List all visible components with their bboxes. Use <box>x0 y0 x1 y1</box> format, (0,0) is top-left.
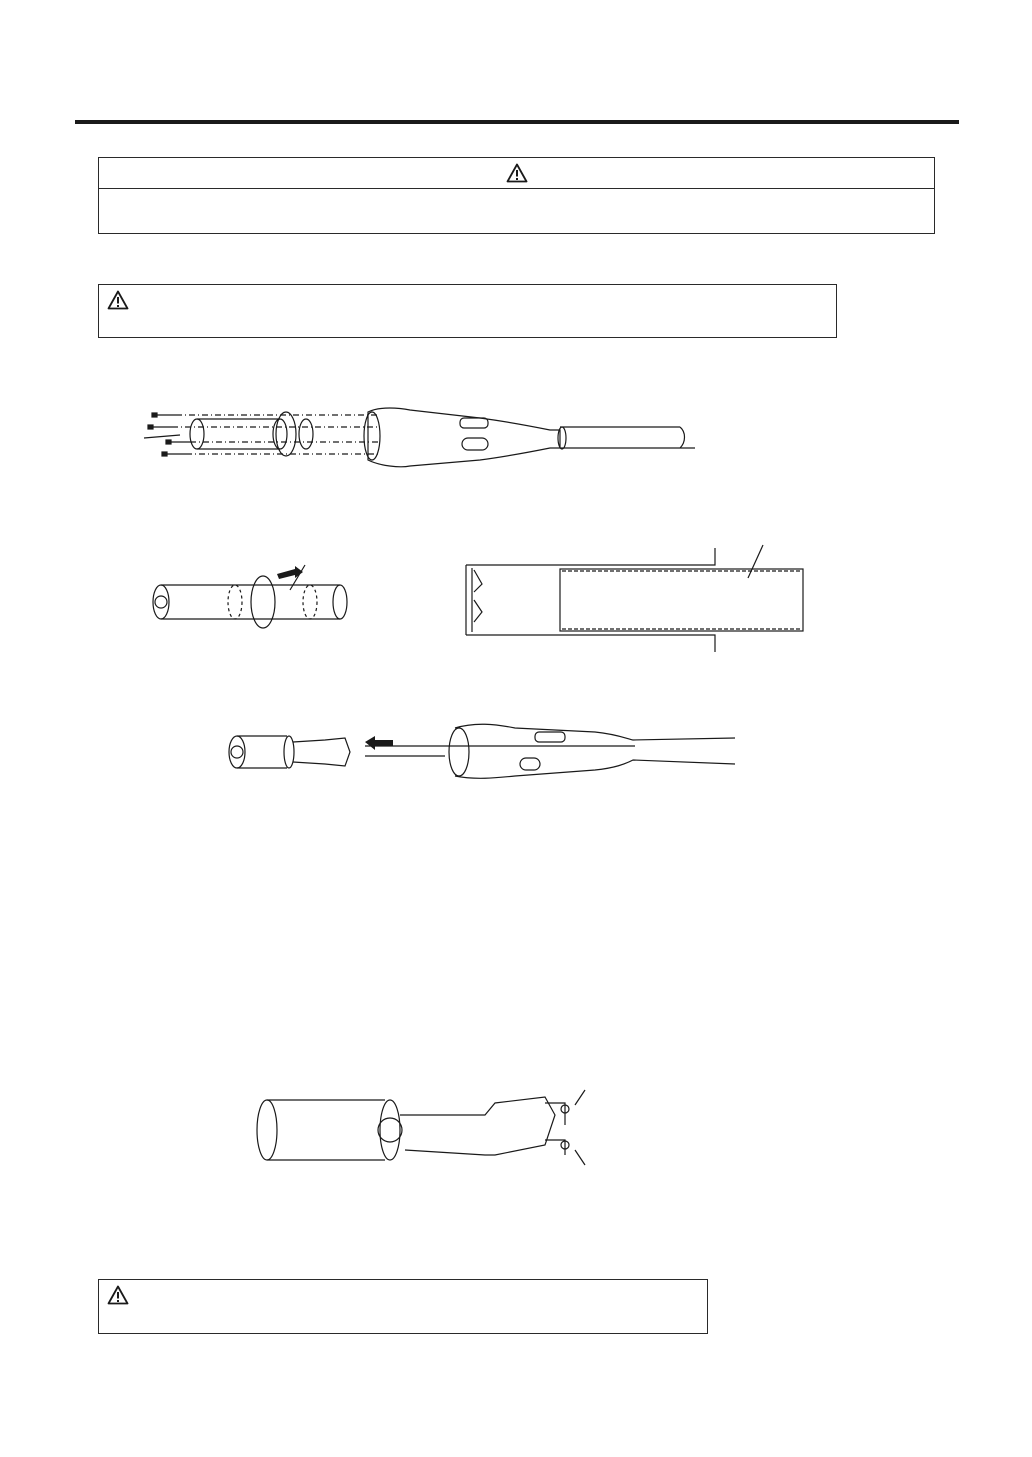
warning-box-header <box>99 158 934 189</box>
sleeve-slide-figure <box>145 560 350 635</box>
heater-terminal-closeup-figure <box>245 1085 590 1180</box>
pipe-cross-section-figure <box>460 540 810 660</box>
caution-box-1 <box>98 284 837 338</box>
caution-box-2 <box>98 1279 708 1334</box>
warning-triangle-icon <box>107 290 129 310</box>
warning-triangle-icon <box>107 1285 129 1305</box>
warning-box <box>98 157 935 234</box>
heater-disassembly-figure <box>140 400 710 470</box>
heater-extraction-figure <box>215 720 735 780</box>
warning-triangle-icon <box>506 163 528 183</box>
header-rule <box>75 120 959 124</box>
